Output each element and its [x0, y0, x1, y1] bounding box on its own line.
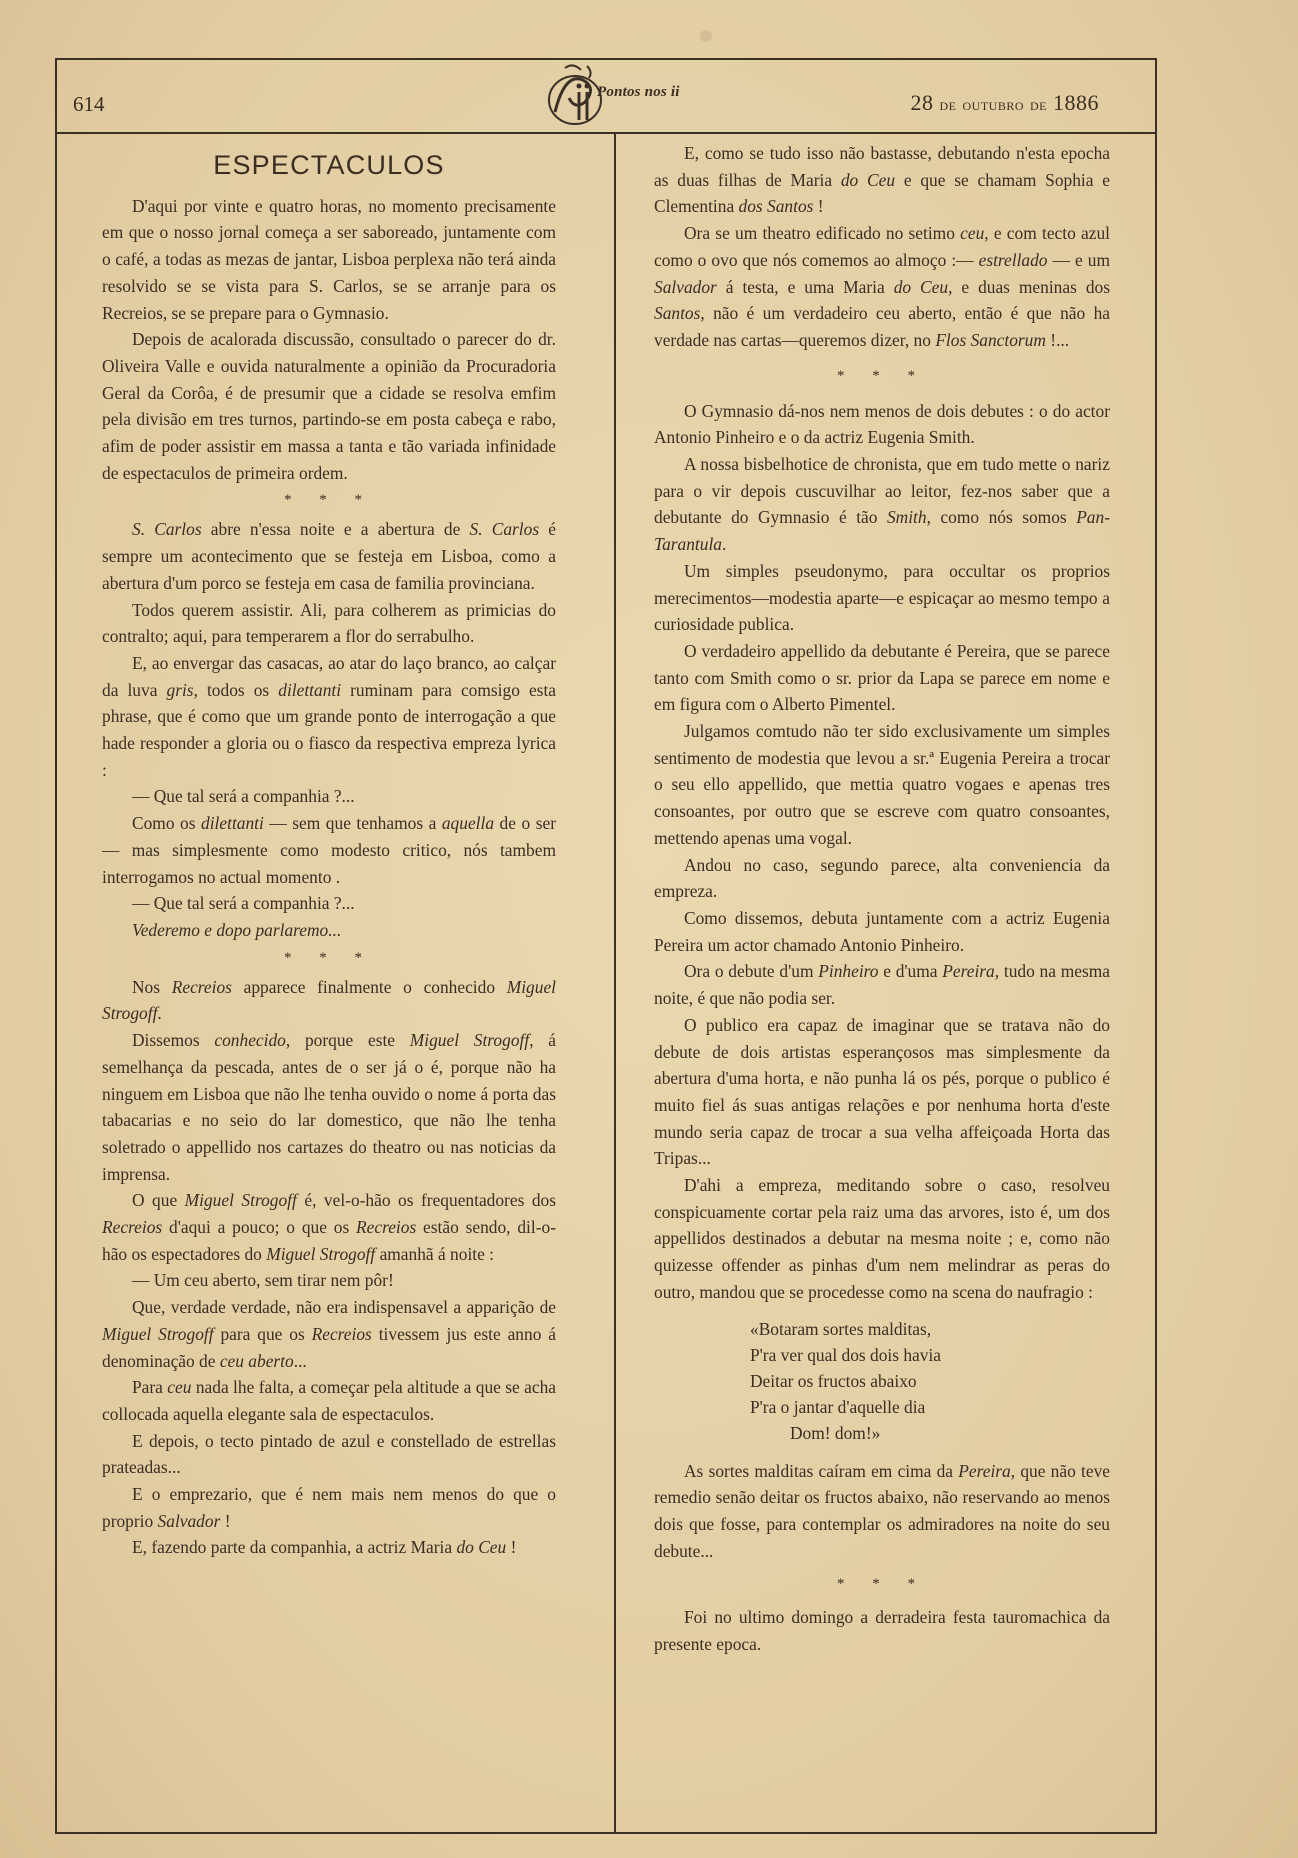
column-divider	[614, 134, 616, 1834]
page-number: 614	[73, 92, 105, 116]
verse-line: P'ra ver qual dos dois havia	[750, 1344, 942, 1365]
paragraph: Depois de acalorada discussão, consultado o parecer do dr. Oliveira Valle e ouvida naturalmente a opinião da Procuradoria Geral da Corôa, é de presumir que a cidade se resolva emfim pela divisão em tres turnos, partindo-se em posta cabeça e rabo, afim de poder assistir em massa a tanta e tão variada infinidade de espectaculos de primeira ordem.	[102, 329, 556, 483]
paragraph: Foi no ultimo domingo a derradeira festa tauromachica da presente epoca.	[654, 1607, 1110, 1655]
paragraph: D'aqui por vinte e quatro horas, no momento precisamente em que o nosso jornal começa a ser saboreado, juntamente com o café, a todas as mezas de jantar, Lisboa perplexa não terá ainda resolvido se se vista para S. Carlos, se se arranje para os Recreios, se se prepare para o Gymnasio.	[102, 195, 556, 323]
section-heading: ESPECTACULOS	[213, 150, 445, 180]
paragraph: Que, verdade verdade, não era indispensavel a apparição de Miguel Strogoff para que os Recreios tivessem jus este anno á denominação de ceu aberto...	[102, 1297, 556, 1371]
paragraph: Julgamos comtudo não ter sido exclusivamente um simples sentimento de modestia que levou a sr.ª Eugenia Pereira a trocar o seu ello appellido, que mettia quatro vogaes e apenas tres consoantes, por outro que se escreve com quatro consoantes, mettendo apenas uma vogal.	[654, 721, 1110, 848]
paragraph: — Que tal será a companhia ?...	[132, 786, 355, 807]
verse-block	[750, 1316, 1110, 1446]
paragraph: Andou no caso, segundo parece, alta conveniencia da empreza.	[654, 854, 1110, 902]
section-separator: * * *	[284, 492, 374, 509]
paper-stain	[700, 30, 712, 42]
section-separator: * * *	[837, 367, 927, 384]
paragraph: Ora se um theatro edificado no setimo ceu, e com tecto azul como o ovo que nós comemos ao almoço :— estrellado — e um Salvador á testa, e uma Maria do Ceu, e duas meninas dos Santos, não é um verdadeiro ceu aberto, então é que não ha verdade nas cartas—queremos dizer, no Flos Sanctorum !...	[654, 223, 1110, 350]
paragraph: E, como se tudo isso não bastasse, debutando n'esta epocha as duas filhas de Maria do Ceu e que se chamam Sophia e Clementina dos Santos !	[654, 143, 1110, 217]
paragraph: Um simples pseudonymo, para occultar os proprios merecimentos—modestia aparte—e espicaçar ao mesmo tempo a curiosidade publica.	[654, 560, 1110, 635]
paragraph: Nos Recreios apparece finalmente o conhecido Miguel Strogoff.	[102, 976, 556, 1024]
paragraph: E depois, o tecto pintado de azul e constellado de estrellas prateadas...	[102, 1430, 556, 1478]
paragraph: Dissemos conhecido, porque este Miguel Strogoff, á semelhança da pescada, antes de o ser já o é, porque não ha ninguem em Lisboa que não lhe tenha ouvido o nome á porta das tabacarias e no seio do lar domestico, que não lhe tenha soletrado o appellido nos cartazes do theatro ou nas noticias da imprensa.	[102, 1030, 556, 1184]
verse-line: P'ra o jantar d'aquelle dia	[750, 1396, 926, 1417]
paragraph: E, fazendo parte da companhia, a actriz Maria do Ceu !	[132, 1537, 517, 1558]
paragraph: E, ao envergar das casacas, ao atar do laço branco, ao calçar da luva gris, todos os dilettanti ruminam para comsigo esta phrase, que é como que um grande ponto de interrogação a que hade responder a gloria ou o fiasco da respectiva empreza lyrica :	[102, 652, 556, 780]
verse-line: Deitar os fructos abaixo	[750, 1370, 917, 1391]
paragraph: Ora o debute d'um Pinheiro e d'uma Pereira, tudo na mesma noite, é que não podia ser.	[654, 961, 1110, 1009]
issue-date: 28 de outubro de 1886	[910, 90, 1099, 115]
paragraph: S. Carlos abre n'essa noite e a abertura de S. Carlos é sempre um acontecimento que se festeja em Lisboa, como a abertura d'um porco se festeja em casa de familia provinciana.	[102, 519, 557, 593]
paragraph: Como dissemos, debuta juntamente com a actriz Eugenia Pereira um actor chamado Antonio Pinheiro.	[654, 907, 1110, 955]
section-separator: * * *	[837, 1576, 927, 1593]
paragraph: O Gymnasio dá-nos nem menos de dois debutes : o do actor Antonio Pinheiro e o da actriz Eugenia Smith.	[654, 400, 1110, 448]
paragraph: Como os dilettanti — sem que tenhamos a aquella de o ser — mas simplesmente como modesto critico, nós tambem interrogamos no actual momento .	[102, 813, 556, 887]
paragraph: D'ahi a empreza, meditando sobre o caso, resolveu conspicuamente cortar pela raiz uma das arvores, isto é, um dos appellidos destinados a debutar na mesma noite ; e, como não quizesse offender as pinhas d'um nem melindrar as peras do outro, mandou que se procedesse como na scena do naufragio :	[654, 1175, 1110, 1302]
paragraph: O que Miguel Strogoff é, vel-o-hão os frequentadores dos Recreios d'aqui a pouco; o que os Recreios estão sendo, dil-o-hão os espectadores do Miguel Strogoff amanhã á noite :	[102, 1190, 556, 1264]
paragraph: Vederemo e dopo parlaremo...	[132, 919, 342, 940]
paragraph: As sortes malditas caíram em cima da Pereira, que não teve remedio senão deitar os fructos abaixo, não reservando ao menos dois que fosse, para contemplar os admiradores na noite do seu debute...	[654, 1460, 1110, 1561]
paragraph: O verdadeiro appellido da debutante é Pereira, que se parece tanto com Smith como o sr. prior da Lapa se parece em nome e em figura com o Alberto Pimentel.	[654, 640, 1110, 715]
masthead-title: Pontos nos ii	[597, 84, 680, 100]
paragraph: O publico era capaz de imaginar que se tratava não do debute de dois artistas esperançosos mas simplesmente da abertura d'uma horta, e não punha lá os pés, porque o publico é muito fiel ás suas antigas relações e por nenhuma horta d'este mundo seria capaz de trocar a sua velha affeiçoada Horta das Tripas...	[654, 1014, 1110, 1169]
masthead-logo	[535, 62, 725, 128]
paragraph: — Que tal será a companhia ?...	[132, 893, 355, 914]
paragraph: A nossa bisbelhotice de chronista, que em tudo mette o nariz para o vir depois cuscuvilhar ao leitor, fez-nos saber que a debutante do Gymnasio é tão Smith, como nós somos Pan-Tarantula.	[654, 454, 1110, 555]
left-column	[102, 140, 556, 1561]
paragraph: Para ceu nada lhe falta, a começar pela altitude a que se acha collocada aquella elegante sala de espectaculos.	[102, 1377, 556, 1424]
verse-line: «Botaram sortes malditas,	[750, 1318, 932, 1339]
paragraph: E o emprezario, que é nem mais nem menos do que o proprio Salvador !	[102, 1484, 556, 1531]
right-column	[654, 140, 1110, 1658]
verse-line: Dom! dom!»	[790, 1422, 881, 1443]
page-header	[57, 60, 1155, 134]
paragraph: Todos querem assistir. Ali, para colherem as primicias do contralto; aqui, para temperarem a flor do serrabulho.	[102, 599, 556, 647]
section-separator: * * *	[284, 949, 374, 966]
paragraph: — Um ceu aberto, sem tirar nem pôr!	[132, 1270, 394, 1291]
